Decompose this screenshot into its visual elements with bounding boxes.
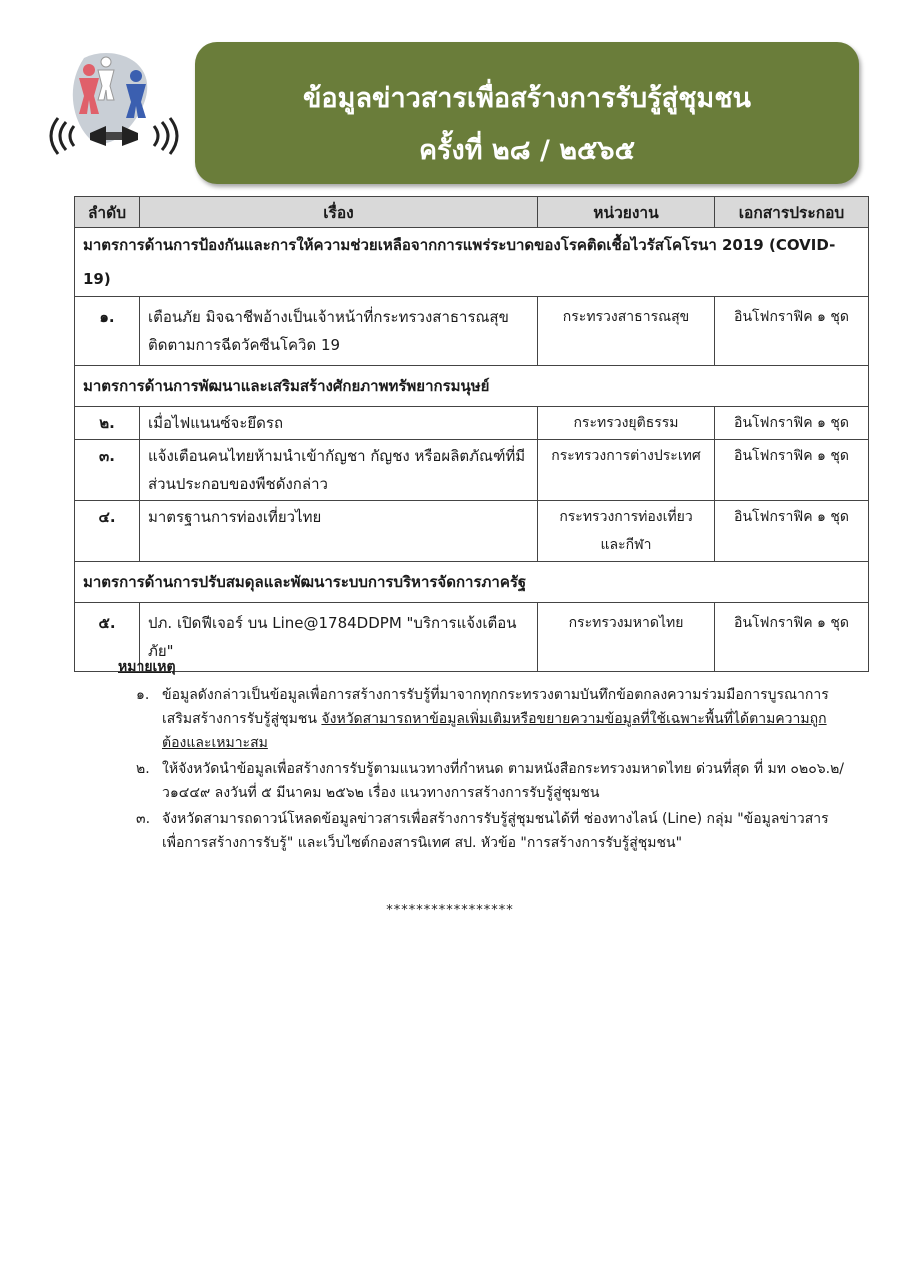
col-header-agency: หน่วยงาน: [538, 197, 715, 228]
title-banner: [195, 42, 859, 184]
note-item: [118, 683, 848, 755]
row-number: ๔.: [75, 501, 140, 562]
row-number: ๒.: [75, 407, 140, 440]
section-row: [75, 366, 869, 407]
note-number: ๓.: [136, 811, 151, 827]
issue-number: ครั้งที่ ๒๘ / ๒๕๖๕: [418, 135, 636, 166]
row-number: ๓.: [75, 440, 140, 501]
note-item: [118, 807, 848, 855]
row-topic: เมื่อไฟแนนซ์จะยึดรถ: [140, 407, 538, 440]
row-agency: กระทรวงยุติธรรม: [538, 407, 715, 440]
row-agency: กระทรวงการต่างประเทศ: [538, 440, 715, 501]
table-row: [75, 501, 869, 562]
row-topic: ปภ. เปิดฟีเจอร์ บน Line@1784DDPM "บริการแจ้งเตือนภัย": [140, 603, 538, 672]
section-title-covid: มาตรการด้านการป้องกันและการให้ความช่วยเหลือจากการแพร่ระบาดของโรคติดเชื้อไวรัสโคโรนา 2019 (COVID-19): [75, 228, 869, 297]
table-row: [75, 407, 869, 440]
note-text: ให้จังหวัดนำข้อมูลเพื่อสร้างการรับรู้ตามแนวทางที่กำหนด ตามหนังสือกระทรวงมหาดไทย ด่วนที่สุด ที่ มท ๐๒๐๖.๒/ว๑๔๔๙ ลงวันที่ ๕ มีนาคม ๒๕๖๒ เรื่อง แนวทางการสร้างการรับรู้สู่ชุมชน: [162, 761, 845, 801]
section-title-human-resources: มาตรการด้านการพัฒนาและเสริมสร้างศักยภาพทรัพยากรมนุษย์: [75, 366, 869, 407]
row-documents: อินโฟกราฟิค ๑ ชุด: [715, 407, 869, 440]
note-text: จังหวัดสามารถดาวน์โหลดข้อมูลข่าวสารเพื่อสร้างการรับรู้สู่ชุมชนได้ที่ ช่องทางไลน์ (Line) กลุ่ม "ข้อมูลข่าวสารเพื่อการสร้างการรับรู้" และเว็บไซต์กองสารนิเทศ สป. หัวข้อ "การสร้างการรับรู้สู่ชุมชน": [162, 811, 829, 851]
note-item: [118, 757, 848, 805]
note-text: ข้อมูลดังกล่าวเป็นข้อมูลเพื่อการสร้างการรับรู้ที่มาจากทุกกระทรวงตามบันทึกข้อตกลงความร่วมมือการบูรณาการเสริมสร้างการรับรู้สู่ชุมชน: [162, 687, 829, 727]
row-topic: มาตรฐานการท่องเที่ยวไทย: [140, 501, 538, 562]
row-documents: อินโฟกราฟิค ๑ ชุด: [715, 440, 869, 501]
row-number: ๕.: [75, 603, 140, 672]
table-row: [75, 440, 869, 501]
notes-heading: หมายเหตุ: [118, 659, 176, 675]
row-documents: อินโฟกราฟิค ๑ ชุด: [715, 603, 869, 672]
megaphone-people-logo-icon: [44, 48, 184, 163]
row-topic: เตือนภัย มิจฉาชีพอ้างเป็นเจ้าหน้าที่กระทรวงสาธารณสุข ติดตามการฉีดวัคซีนโควิด 19: [140, 297, 538, 366]
row-documents: อินโฟกราฟิค ๑ ชุด: [715, 297, 869, 366]
col-header-number: ลำดับ: [75, 197, 140, 228]
row-documents: อินโฟกราฟิค ๑ ชุด: [715, 501, 869, 562]
section-title-public-administration: มาตรการด้านการปรับสมดุลและพัฒนาระบบการบริหารจัดการภาครัฐ: [75, 562, 869, 603]
table-header-row: [75, 197, 869, 228]
row-agency: กระทรวงมหาดไทย: [538, 603, 715, 672]
section-row: [75, 562, 869, 603]
note-number: ๑.: [136, 687, 150, 703]
note-number: ๒.: [136, 761, 150, 777]
row-agency: กระทรวงสาธารณสุข: [538, 297, 715, 366]
row-agency: กระทรวงการท่องเที่ยว และกีฬา: [538, 501, 715, 562]
end-separator: *****************: [386, 903, 514, 918]
notes-section: [118, 655, 848, 857]
note-underlined-text: จังหวัดสามารถหาข้อมูลเพิ่มเติมหรือขยายความข้อมูลที่ใช้เฉพาะพื้นที่ได้ตามความถูกต้องและเหมาะสม: [162, 711, 827, 751]
row-topic: แจ้งเตือนคนไทยห้ามนำเข้ากัญชา กัญชง หรือผลิตภัณฑ์ที่มีส่วนประกอบของพืชดังกล่าว: [140, 440, 538, 501]
col-header-topic: เรื่อง: [140, 197, 538, 228]
news-table: [74, 196, 869, 672]
section-row: [75, 228, 869, 297]
page-title: ข้อมูลข่าวสารเพื่อสร้างการรับรู้สู่ชุมชน: [302, 83, 752, 114]
col-header-documents: เอกสารประกอบ: [715, 197, 869, 228]
table-row: [75, 297, 869, 366]
row-number: ๑.: [75, 297, 140, 366]
